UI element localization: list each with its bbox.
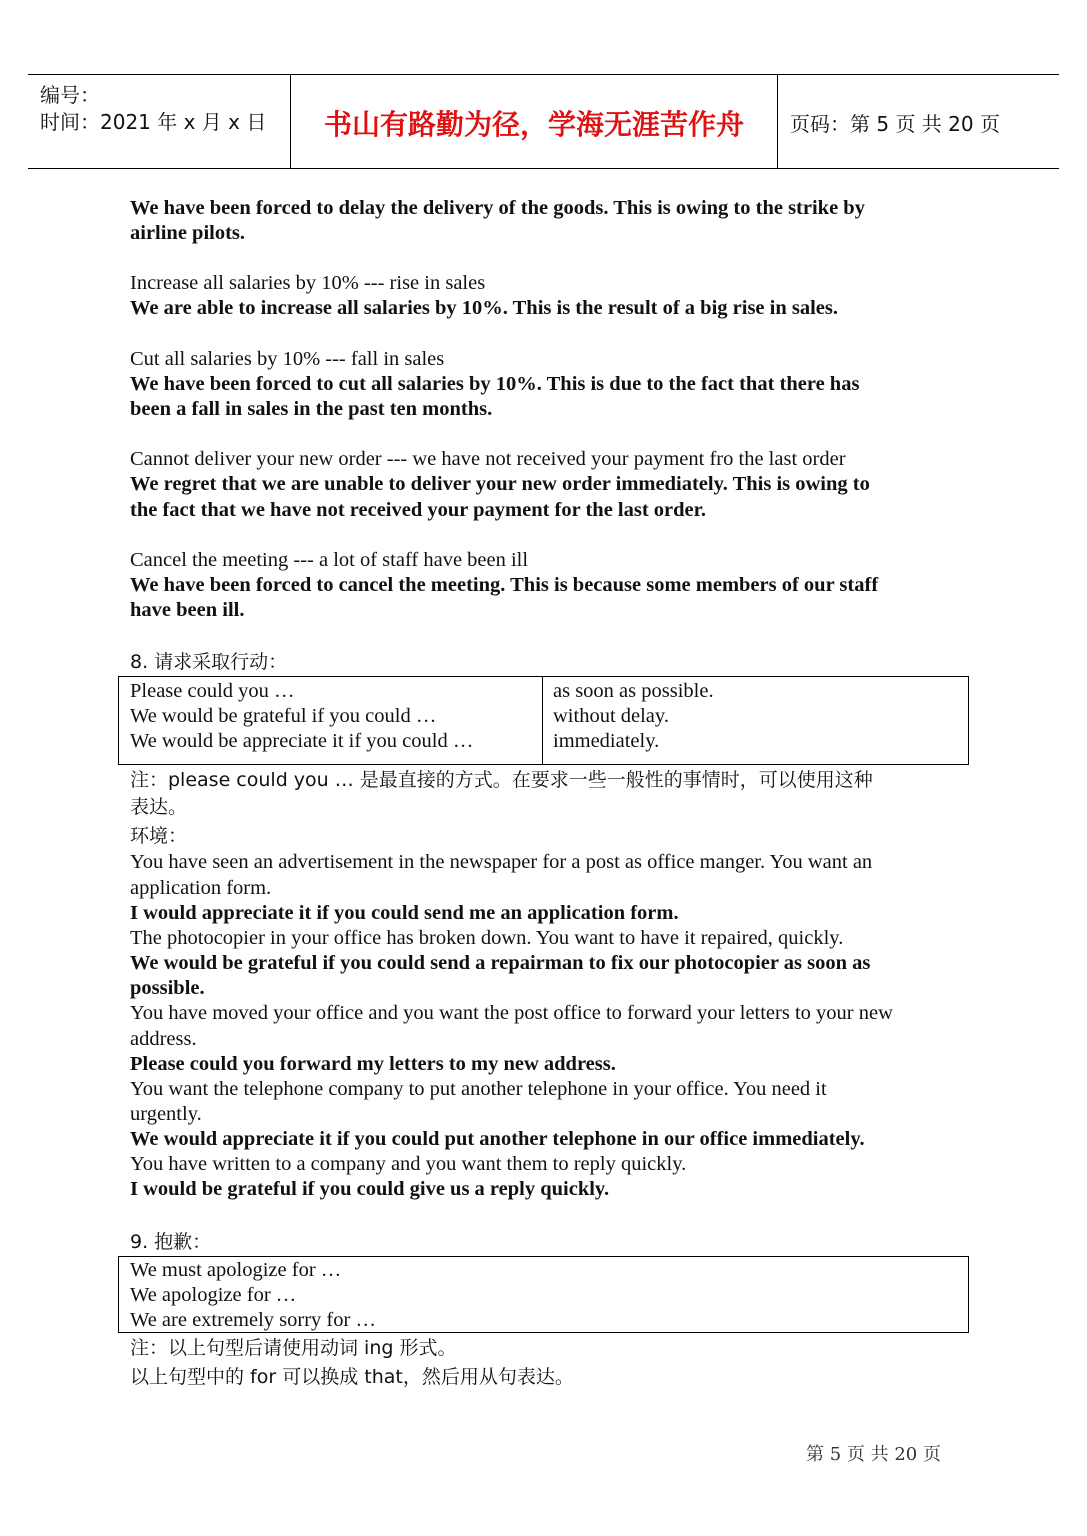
text-line: We have been forced to delay the delivery of the goods. This is owing to the strike by [130,197,865,219]
text-line: We have been forced to cancel the meeting. This is because some members of our staff [130,574,879,596]
table-cell: as soon as possible. [553,680,714,702]
text-line: Cancel the meeting --- a lot of staff have been ill [130,549,529,571]
page-footer: 第 5 页 共 20 页 [806,1444,941,1465]
text-line: address. [130,1028,197,1050]
text-line: We have been forced to cut all salaries by 10%. This is due to the fact that there has [130,373,860,395]
note-line: 以上句型中的 for 可以换成 that，然后用从句表达。 [130,1366,574,1388]
text-line: The photocopier in your office has broken down. You want to have it repaired, quickly. [130,927,844,949]
table-cell: We would be grateful if you could … [130,705,437,727]
table-cell: immediately. [553,730,660,752]
text-line: have been ill. [130,599,245,621]
text-line: been a fall in sales in the past ten months. [130,398,493,420]
text-line: We are able to increase all salaries by 10%. This is the result of a big rise in sales. [130,297,839,319]
text-line: Increase all salaries by 10% --- rise in sales [130,272,486,294]
time-label: 时间：2021 年 x 月 x 日 [40,110,267,134]
text-line: I would be grateful if you could give us a reply quickly. [130,1178,610,1200]
text-line: You have seen an advertisement in the newspaper for a post as office manger. You want an [130,851,873,873]
text-line: Cut all salaries by 10% --- fall in sales [130,348,445,370]
env-label: 环境： [130,825,188,847]
section-9-title: 9. 抱歉： [130,1231,212,1253]
table-cell: We would be appreciate it if you could … [130,730,474,752]
text-line: the fact that we have not received your payment for the last order. [130,499,706,521]
phrase-table-8 [118,676,969,765]
note-line: 表达。 [130,796,188,818]
text-line: Please could you forward my letters to my new address. [130,1053,616,1075]
section-8-title: 8. 请求采取行动： [130,651,288,673]
text-line: We regret that we are unable to deliver your new order immediately. This is owing to [130,473,870,495]
table-cell: We must apologize for … [130,1259,342,1281]
text-line: You have moved your office and you want the post office to forward your letters to your new [130,1002,893,1024]
note-line: 注：以上句型后请使用动词 ing 形式。 [130,1337,457,1359]
header-motto-cell [291,75,778,168]
motto: 书山有路勤为径，学海无涯苦作舟 [323,108,744,141]
text-line: You have written to a company and you want them to reply quickly. [130,1153,687,1175]
page-info: 页码：第 5 页 共 20 页 [790,112,1000,136]
table-cell: We apologize for … [130,1284,297,1306]
text-line: We would appreciate it if you could put another telephone in our office immediately. [130,1128,865,1150]
text-line: application form. [130,877,272,899]
serial-label: 编号： [40,83,100,107]
header-meta-cell [28,75,291,168]
page-header [28,74,1059,169]
header-page-cell [778,75,1059,168]
table-cell: We are extremely sorry for … [130,1309,376,1331]
text-line: possible. [130,977,205,999]
table-divider [542,677,543,764]
text-line: Cannot deliver your new order --- we have not received your payment fro the last order [130,448,846,470]
text-line: I would appreciate it if you could send me an application form. [130,902,679,924]
table-cell: Please could you … [130,680,295,702]
text-line: urgently. [130,1103,202,1125]
text-line: airline pilots. [130,222,246,244]
table-cell: without delay. [553,705,669,727]
text-line: We would be grateful if you could send a repairman to fix our photocopier as soon as [130,952,871,974]
text-line: You want the telephone company to put another telephone in your office. You need it [130,1078,827,1100]
phrase-table-9 [118,1256,969,1333]
note-line: 注：please could you … 是最直接的方式。在要求一些一般性的事情时，可以使用这种 [130,769,873,791]
